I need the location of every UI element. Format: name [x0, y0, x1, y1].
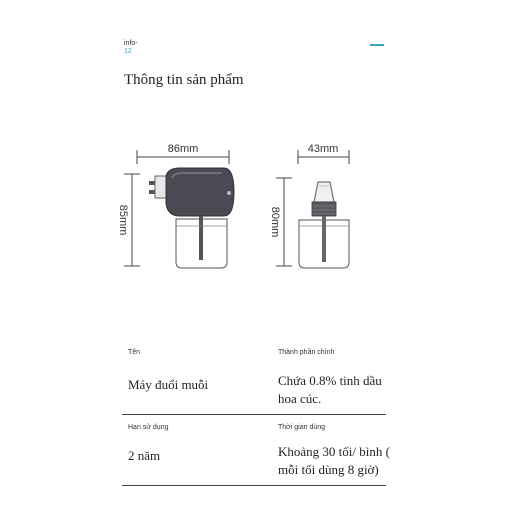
spec-row	[122, 415, 390, 486]
page-title: Thông tin sản phẩm	[124, 72, 244, 88]
ingredient-cell	[278, 340, 398, 408]
info-number: 12	[124, 48, 132, 55]
name-value: Máy đuổi muỗi	[128, 377, 209, 392]
expiry-value: 2 năm	[128, 448, 161, 463]
bottle-width-dimension	[298, 143, 349, 164]
info-label: info-	[124, 40, 138, 47]
refill-bottle-illustration	[299, 182, 349, 268]
usage-cell	[278, 415, 398, 479]
ingredient-value: Chứa 0.8% tinh dầu hoa cúc.	[278, 373, 382, 406]
usage-value: Khoảng 30 tối/ bình ( mỗi tối dùng 8 giờ)	[278, 444, 390, 477]
name-cell	[128, 340, 248, 394]
name-label: Tên	[128, 349, 141, 356]
device-illustration	[149, 168, 234, 268]
device-width-dimension	[137, 143, 229, 164]
device-height-label: 85mm	[117, 204, 129, 236]
ingredient-label: Thành phần chính	[278, 349, 335, 356]
expiry-cell	[128, 415, 248, 465]
bottle-height-dimension	[269, 178, 292, 266]
bottle-width-label: 43mm	[307, 143, 339, 155]
usage-label: Thời gian dùng	[278, 424, 326, 431]
expiry-label: Hạn sử dụng	[128, 424, 169, 431]
spec-table	[122, 340, 390, 486]
spec-row	[122, 340, 386, 415]
device-width-label: 86mm	[167, 143, 199, 155]
bottle-height-label: 80mm	[269, 206, 281, 238]
device-height-dimension	[117, 174, 140, 266]
